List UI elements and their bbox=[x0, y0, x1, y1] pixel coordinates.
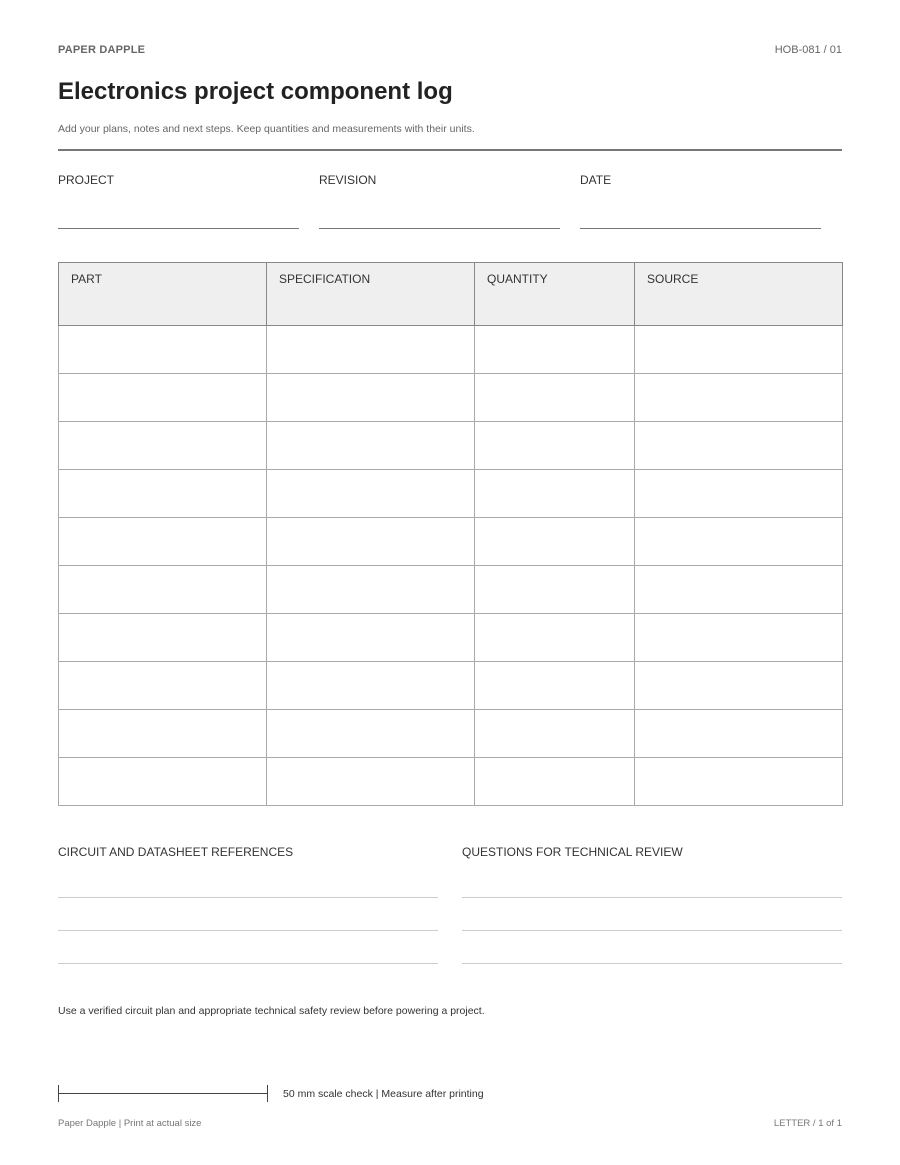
page-subtitle: Add your plans, notes and next steps. Keep quantities and measurements with their units. bbox=[58, 123, 475, 135]
date-field-label: DATE bbox=[580, 173, 612, 187]
column-header-source: SOURCE bbox=[635, 263, 843, 326]
table-cell-quantity[interactable] bbox=[475, 710, 635, 758]
table-cell-specification[interactable] bbox=[267, 710, 475, 758]
table-cell-specification[interactable] bbox=[267, 662, 475, 710]
table-cell-specification[interactable] bbox=[267, 470, 475, 518]
review-questions-line[interactable] bbox=[462, 930, 842, 931]
table-cell-part[interactable] bbox=[59, 710, 267, 758]
table-row bbox=[59, 710, 843, 758]
date-field-line[interactable] bbox=[580, 228, 821, 229]
table-cell-quantity[interactable] bbox=[475, 662, 635, 710]
project-field-label: PROJECT bbox=[58, 173, 115, 187]
table-cell-part[interactable] bbox=[59, 758, 267, 806]
references-section-label: CIRCUIT AND DATASHEET REFERENCES bbox=[58, 845, 294, 859]
table-cell-source[interactable] bbox=[635, 710, 843, 758]
table-cell-source[interactable] bbox=[635, 470, 843, 518]
table-cell-specification[interactable] bbox=[267, 614, 475, 662]
table-row bbox=[59, 758, 843, 806]
table-cell-part[interactable] bbox=[59, 518, 267, 566]
table-cell-specification[interactable] bbox=[267, 326, 475, 374]
table-row bbox=[59, 614, 843, 662]
table-body bbox=[59, 326, 843, 806]
table-cell-specification[interactable] bbox=[267, 566, 475, 614]
scale-check-text: 50 mm scale check | Measure after printing bbox=[283, 1088, 484, 1100]
table-cell-part[interactable] bbox=[59, 374, 267, 422]
table-cell-quantity[interactable] bbox=[475, 470, 635, 518]
table-cell-source[interactable] bbox=[635, 374, 843, 422]
table-cell-quantity[interactable] bbox=[475, 614, 635, 662]
revision-field-line[interactable] bbox=[319, 228, 560, 229]
references-line[interactable] bbox=[58, 897, 438, 898]
column-header-specification: SPECIFICATION bbox=[267, 263, 475, 326]
table-row bbox=[59, 518, 843, 566]
page-title: Electronics project component log bbox=[58, 78, 453, 105]
table-row bbox=[59, 470, 843, 518]
references-line[interactable] bbox=[58, 963, 438, 964]
table-row bbox=[59, 374, 843, 422]
table-cell-quantity[interactable] bbox=[475, 566, 635, 614]
table-cell-part[interactable] bbox=[59, 326, 267, 374]
column-header-quantity: QUANTITY bbox=[475, 263, 635, 326]
revision-field-label: REVISION bbox=[319, 173, 377, 187]
table-cell-quantity[interactable] bbox=[475, 326, 635, 374]
scale-bar-line bbox=[58, 1093, 268, 1094]
table-cell-source[interactable] bbox=[635, 518, 843, 566]
table-cell-part[interactable] bbox=[59, 566, 267, 614]
review-questions-line[interactable] bbox=[462, 897, 842, 898]
table-row bbox=[59, 662, 843, 710]
footer-print-note: Paper Dapple | Print at actual size bbox=[58, 1118, 202, 1129]
table-cell-part[interactable] bbox=[59, 662, 267, 710]
component-table bbox=[58, 262, 843, 806]
table-cell-source[interactable] bbox=[635, 662, 843, 710]
table-cell-part[interactable] bbox=[59, 422, 267, 470]
table-cell-source[interactable] bbox=[635, 566, 843, 614]
table-cell-specification[interactable] bbox=[267, 758, 475, 806]
scale-bar-right-tick bbox=[267, 1085, 268, 1102]
table-cell-source[interactable] bbox=[635, 614, 843, 662]
table-row bbox=[59, 422, 843, 470]
table-cell-source[interactable] bbox=[635, 422, 843, 470]
project-field-line[interactable] bbox=[58, 228, 299, 229]
column-header-part: PART bbox=[59, 263, 267, 326]
table-cell-specification[interactable] bbox=[267, 422, 475, 470]
references-line[interactable] bbox=[58, 930, 438, 931]
safety-note: Use a verified circuit plan and appropriate technical safety review before powering a project. bbox=[58, 1005, 485, 1017]
table-cell-specification[interactable] bbox=[267, 374, 475, 422]
table-cell-specification[interactable] bbox=[267, 518, 475, 566]
brand-name: PAPER DAPPLE bbox=[58, 44, 146, 56]
table-cell-source[interactable] bbox=[635, 758, 843, 806]
table-header-row bbox=[59, 263, 843, 326]
table-cell-quantity[interactable] bbox=[475, 374, 635, 422]
review-questions-section-label: QUESTIONS FOR TECHNICAL REVIEW bbox=[462, 845, 683, 859]
review-questions-line[interactable] bbox=[462, 963, 842, 964]
table-cell-part[interactable] bbox=[59, 470, 267, 518]
table-cell-quantity[interactable] bbox=[475, 422, 635, 470]
footer-page-info: LETTER / 1 of 1 bbox=[773, 1118, 842, 1129]
table-cell-part[interactable] bbox=[59, 614, 267, 662]
document-id: HOB-081 / 01 bbox=[774, 44, 842, 56]
table-row bbox=[59, 566, 843, 614]
table-cell-quantity[interactable] bbox=[475, 758, 635, 806]
table-row bbox=[59, 326, 843, 374]
table-cell-source[interactable] bbox=[635, 326, 843, 374]
table-cell-quantity[interactable] bbox=[475, 518, 635, 566]
title-divider bbox=[58, 149, 842, 151]
scale-check-bar bbox=[58, 1085, 268, 1102]
